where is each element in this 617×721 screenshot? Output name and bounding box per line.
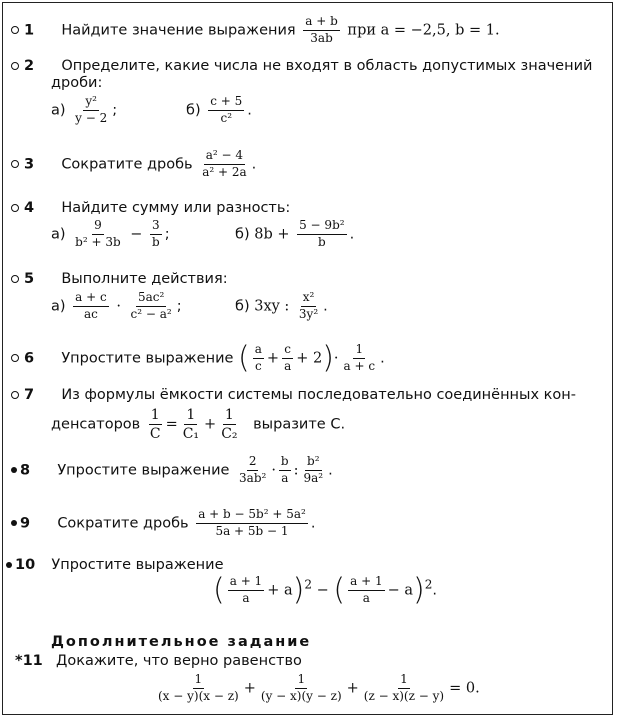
task-2a: а) $\frac{\text{y²}}{y - 2}$ ; [51,94,118,125]
fraction: $\frac{a + b}{3ab}$ [305,14,338,45]
task-5: 5 Выполните действия: [11,271,228,287]
task-6: 6 Упростите выражение ( $\frac{a}{c}$ + $\frac{c}{a}$ + 2)· $\frac{1}{a + c}$ . [11,343,385,374]
task-11: *11 Докажите, что верно равенство [15,653,302,669]
advanced-level-marker-icon [11,467,17,473]
basic-level-marker-icon [11,354,19,362]
task-2b: б) $\frac{c + 5}{\text{c²}}$ . [186,94,252,125]
basic-level-marker-icon [11,26,19,34]
task-10-expression: ( $\frac{a + 1}{a}$ + a)$^2$ − ( $\frac{a + 1}{a}$ − a)$^2$. [213,572,438,608]
task-text: Определите, какие числа не входят в область допустимых значений [61,58,593,74]
basic-level-marker-icon [11,160,19,168]
task-5b: б) 3xy : $\frac{\text{x²}}{\text{3y²}}$ . [235,290,328,321]
task-10: 10 Упростите выражение [6,557,224,573]
task-text: Найдите значение выражения [61,22,296,39]
task-7: 7 Из формулы ёмкости системы последовательно соединённых кон- [11,387,576,403]
worksheet-page [2,2,613,715]
task-4: 4 Найдите сумму или разность: [11,200,290,216]
task-7-line2: денсаторов $\frac{1}{C}$ = $\frac{1}{\text{C₁}}$ + $\frac{1}{\text{C₂}}$ выразите C. [51,407,346,443]
task-2 [11,58,592,74]
task-11-equation: $\frac{1}{(x - y)(x - z)}$ + $\frac{1}{(y - x)(y - z)}$ + $\frac{1}{(z - x)(z - y)}$ = 0. [158,672,480,703]
task-8: 8 Упростите выражение $\frac{2}{\text{3ab²}}$ · $\frac{b}{a}$ : $\frac{\text{b²}}{\text{9a²}}$ . [11,455,333,486]
task-9: 9 Сократите дробь $\frac{\text{a + b − 5b² + 5a²}}{5a + 5b - 1}$ . [11,508,315,539]
task-5a: а) $\frac{a + c}{ac}$ · $\frac{\text{5ac²}}{\text{c² − a²}}$ ; [51,290,182,321]
task-number: 2 [24,58,35,74]
advanced-level-marker-icon [6,562,12,568]
task-3: 3 Сократите дробь $\frac{\text{a² − 4}}{\text{a² + 2a}}$ . [11,149,256,180]
basic-level-marker-icon [11,391,19,399]
basic-level-marker-icon [11,204,19,212]
task-1 [11,15,500,46]
task-number: 1 [24,22,35,39]
basic-level-marker-icon [11,62,19,70]
task-2-line2: дроби: [51,75,103,91]
advanced-level-marker-icon [11,520,17,526]
task-4a: а) $\frac{9}{\text{b² + 3b}}$ − $\frac{3}{b}$ ; [51,218,170,249]
extra-task-heading: Дополнительное задание [51,634,312,650]
task-condition: при a = −2,5, b = 1. [347,22,500,39]
task-4b: б) 8b + $\frac{\text{5 − 9b²}}{b}$ . [235,218,355,249]
basic-level-marker-icon [11,275,19,283]
